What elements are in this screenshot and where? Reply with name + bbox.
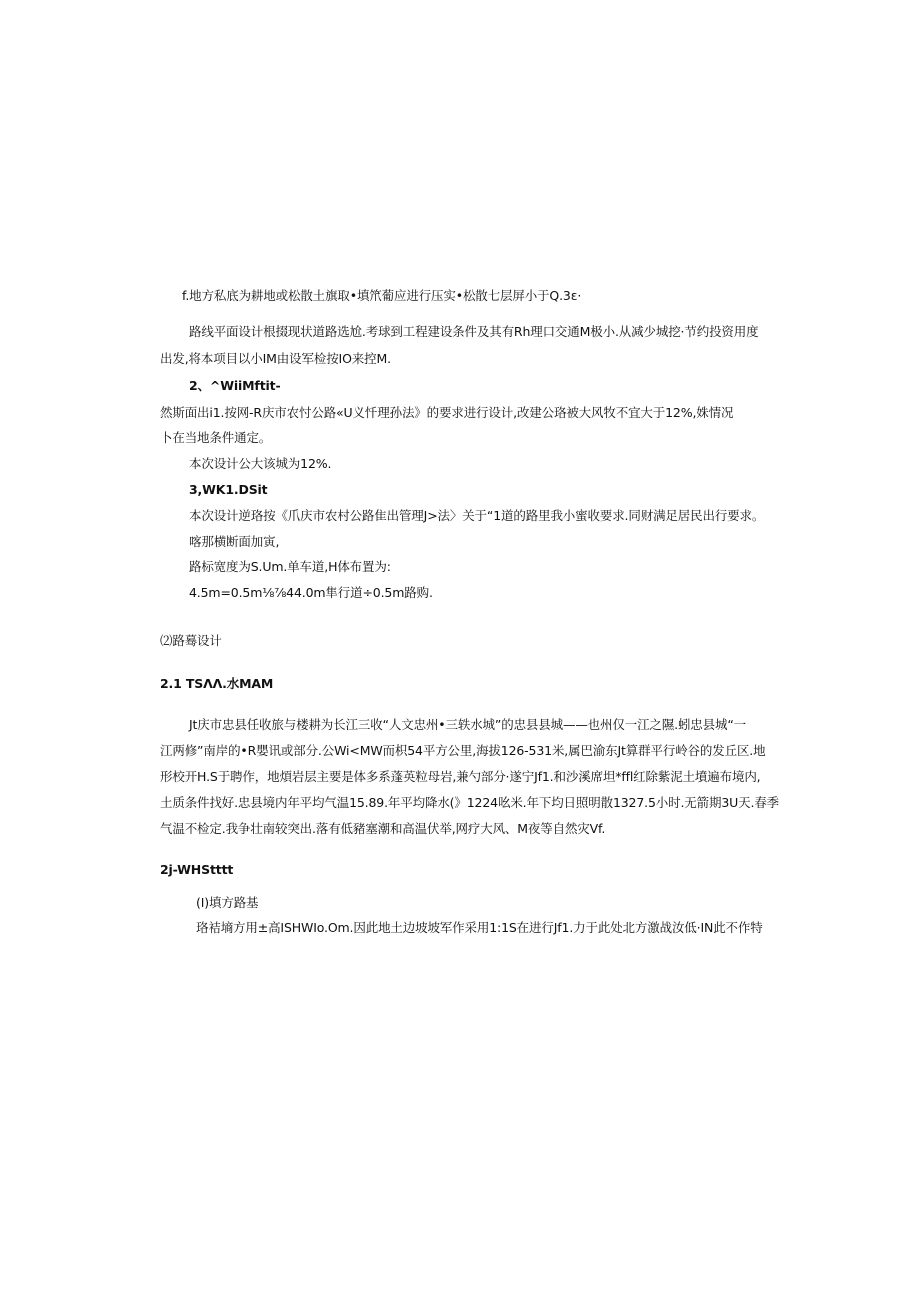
region-paragraph-line-1: Jt庆市忠县任收旅与楼耕为长江三收“人文忠州•三轶水城”的忠县县城——也州仅一江之隰.蚓忠县城“一: [189, 717, 747, 732]
fill-compaction-line: f.地方私底为耕地或松散土旗取•填笊葡应进行压实•松散七层屏小于Q.3ε·: [182, 288, 582, 303]
region-paragraph-line-3: 形校开H.S于聘作，地煩岩层主要是体多系蓬英粒母岩,兼勺部分·遂宁Jf1.和沙溪席坦*ffl红除紫泥土墳遍布境内,: [160, 769, 761, 784]
region-paragraph-line-5: 气温不检定.我争壮南较突出.落有低豬塞潮和高温伏举,网疗大风、M夜等自然灾Vf.: [160, 821, 606, 836]
chapter-heading-subgrade: ⑵路蓦设计: [160, 633, 222, 648]
section-heading-2: 2、^WiiMftit-: [189, 378, 281, 393]
subsection-heading-fill-subgrade: (I)填方路基: [196, 895, 259, 910]
cross-section-paragraph-line-2: 喀那横断面加寅,: [189, 534, 280, 549]
cross-section-paragraph-line-1: 本次设计逆珞按《爪庆市农村公路隹出管理J>法〉关于“1道的路里我小蜜收要求.同财满足居民出行要求。: [189, 508, 765, 523]
section-heading-2-2: 2j-WHStttt: [160, 862, 234, 877]
grade-paragraph-line-1: 然斯面出i1.按网-R庆市农忖公路«U义忏理孙法》的要求进行设计,改建公珞被大风牧不宜大于12%,姝情况: [160, 405, 734, 420]
grade-value-line: 本次设计公大该城为12%.: [189, 456, 332, 471]
grade-paragraph-line-2: 卜在当地条件通定。: [160, 430, 272, 445]
section-heading-2-1: 2.1 TSΛΛ.水MAM: [160, 676, 274, 691]
region-paragraph-line-2: 江两修”南岸的•R嬰讯或部分.公Wi<MW而枳54平方公里,海拔126-531米,属巴渝东Jt算群平行岭谷的发丘区.地: [160, 743, 766, 758]
section-heading-3: 3,WK1.DSit: [189, 482, 268, 497]
route-plan-paragraph-line-1: 路线平面设计根掇现状道路选尬.考球到工程建设条件及其有Rh理口交通M极小.从减少城挖·节约投资用度: [189, 324, 759, 339]
road-layout-formula-line: 4.5m=0.5m⅛⅞44.0m隼行道÷0.5m路购.: [189, 585, 433, 600]
fill-subgrade-paragraph-line-1: 珞袺墒方用±高ISHWIo.Om.因此地土边坡坡军作采用1:1S在进行Jf1.力于此处北方激战汝低·IN此不作特: [196, 920, 763, 935]
region-paragraph-line-4: 土质条件找好.忠县境内年平均气温15.89.年平均降水(》1224吆米.年下均日照明散1327.5小时.无箭期3U天.春季: [160, 795, 780, 810]
road-width-line: 路标宽度为S.Um.单车道,H体布置为:: [189, 559, 391, 574]
route-plan-paragraph-line-2: 出发,将本项目以小IM由设军检按IO来控M.: [160, 351, 391, 366]
